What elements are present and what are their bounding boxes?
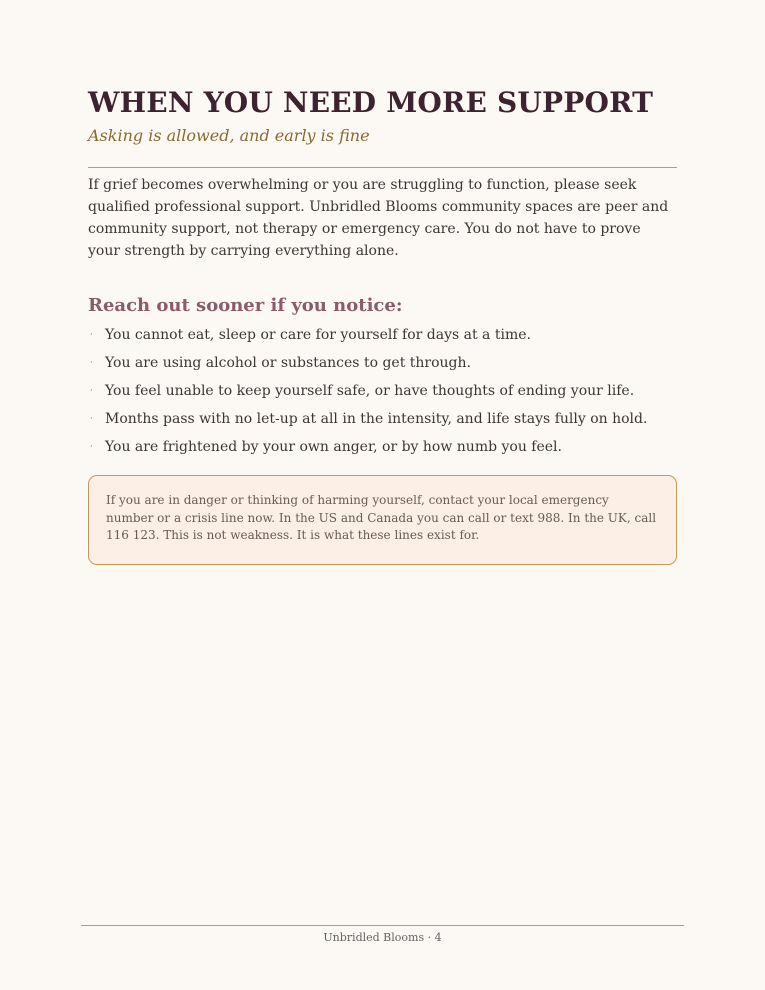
crisis-notice-text: If you are in danger or thinking of harming yourself, contact your local emergency number or a crisis line now. In the US and Canada you can call or text 988. In the UK, call 116 123. This is not weakness. It is what these lines exist for.: [106, 493, 657, 542]
list-item-text: Months pass with no let-up at all in the intensity, and life stays fully on hold.: [105, 411, 648, 427]
intro-paragraph: If grief becomes overwhelming or you are struggling to function, please seek qualified professional support. Unbridled Blooms community spaces are peer and community support, not therapy or emergency care. You do not have to prove your strength by carrying everything alone.: [88, 177, 669, 259]
bullet-dot-icon: ·: [90, 358, 93, 368]
bullet-dot-icon: ·: [90, 386, 93, 396]
list-item-text: You are using alcohol or substances to get through.: [105, 355, 471, 371]
bullet-dot-icon: ·: [90, 414, 93, 424]
page-footer: [0, 931, 765, 944]
crisis-notice-box: [88, 475, 677, 565]
list-item-text: You cannot eat, sleep or care for yourself for days at a time.: [105, 327, 531, 343]
footer-separator: ·: [427, 931, 432, 944]
list-item: [88, 321, 688, 349]
warning-signs-heading: Reach out sooner if you notice:: [88, 295, 403, 316]
page-title: WHEN YOU NEED MORE SUPPORT: [88, 86, 654, 119]
list-item: [88, 377, 688, 405]
list-item: [88, 349, 688, 377]
bullet-dot-icon: ·: [90, 442, 93, 452]
header-divider: [88, 167, 677, 168]
list-item: [88, 405, 688, 433]
footer-divider: [81, 925, 684, 926]
footer-brand: Unbridled Blooms: [323, 931, 425, 944]
warning-signs-list: [88, 321, 688, 461]
list-item-text: You are frightened by your own anger, or by how numb you feel.: [105, 439, 562, 455]
page-number: 4: [434, 931, 442, 944]
bullet-dot-icon: ·: [90, 330, 93, 340]
page-subtitle: Asking is allowed, and early is fine: [88, 126, 370, 145]
list-item: [88, 433, 688, 461]
list-item-text: You feel unable to keep yourself safe, or have thoughts of ending your life.: [105, 383, 635, 399]
